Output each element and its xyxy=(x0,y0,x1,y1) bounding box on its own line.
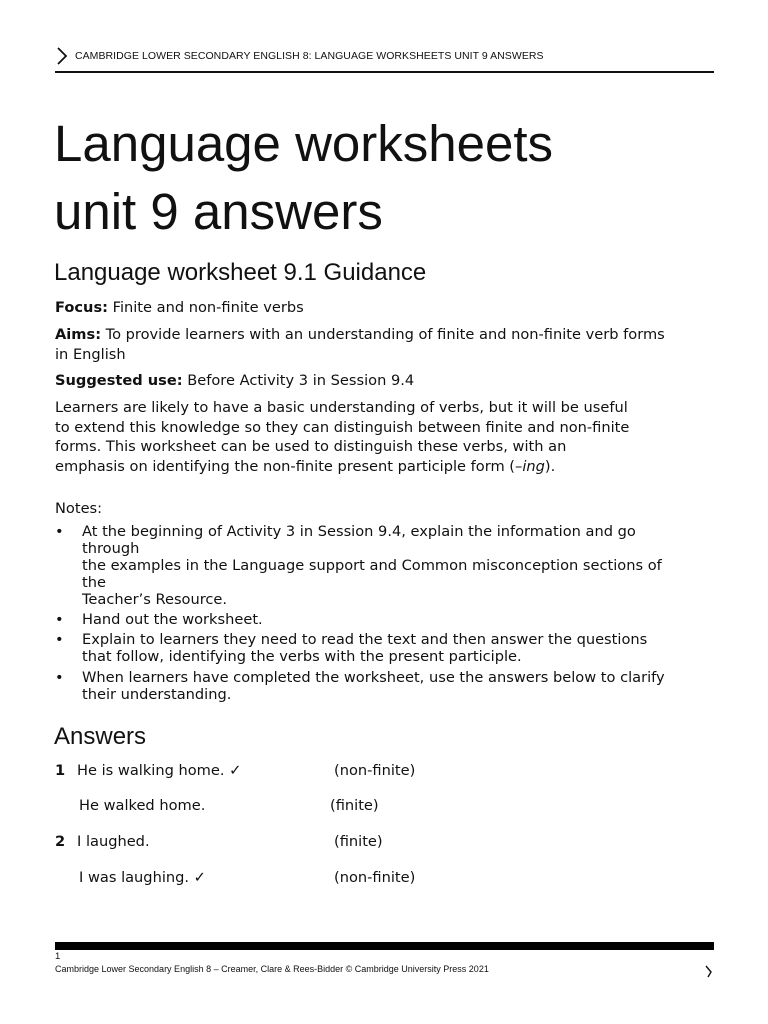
list-item xyxy=(55,631,715,665)
answer-row-1 xyxy=(55,761,65,780)
running-header: CAMBRIDGE LOWER SECONDARY ENGLISH 8: LANGUAGE WORKSHEETS UNIT 9 ANSWERS xyxy=(75,50,544,62)
note-line: Teacher’s Resource. xyxy=(82,591,228,608)
bullet-icon: • xyxy=(55,611,64,629)
suggested-use-label: Suggested use: xyxy=(55,372,183,389)
note-line: through xyxy=(82,540,140,557)
note-line: their understanding. xyxy=(82,685,232,703)
note-line: that follow, identifying the verbs with the present participle. xyxy=(82,648,522,666)
guidance-paragraph xyxy=(55,398,715,476)
check-icon: ✓ xyxy=(193,869,206,886)
bullet-icon: • xyxy=(55,668,64,686)
header-rule xyxy=(55,71,714,73)
focus-line xyxy=(55,298,715,318)
check-icon: ✓ xyxy=(229,762,242,779)
notes-list xyxy=(55,523,715,706)
page-title xyxy=(54,110,553,246)
focus-text: Finite and non-finite verbs xyxy=(112,299,304,316)
guidance-line: Learners are likely to have a basic understanding of verbs, but it will be useful xyxy=(55,399,628,416)
aims-text: To provide learners with an understanding of finite and non-finite verb forms in English xyxy=(55,326,665,363)
answer-type: (non-finite) xyxy=(334,762,416,779)
aims-label: Aims: xyxy=(55,326,102,343)
guidance-line: to extend this knowledge so they can distinguish between finite and non-finite xyxy=(55,418,630,436)
answer-row-2 xyxy=(55,832,65,851)
page-title-line-1: Language worksheets xyxy=(54,115,554,172)
chevron-right-icon xyxy=(56,47,68,65)
answers-heading: Answers xyxy=(54,723,147,750)
suggested-use-text: Before Activity 3 in Session 9.4 xyxy=(187,372,415,389)
bullet-icon: • xyxy=(55,523,64,540)
answer-type: (non-finite) xyxy=(334,869,416,886)
guidance-line: forms. This worksheet can be used to distinguish these verbs, with an xyxy=(55,438,567,455)
note-line: When learners have completed the worksheet, use the answers below to clarify xyxy=(82,668,665,686)
answer-sentence xyxy=(79,796,205,815)
answer-number: 2 xyxy=(55,833,66,850)
answer-sentence xyxy=(77,832,150,851)
answer-number: 1 xyxy=(55,762,66,779)
answer-sentence xyxy=(79,868,206,887)
footer-rule xyxy=(55,942,714,950)
note-line: Explain to learners they need to read the text and then answer the questions xyxy=(82,631,648,649)
list-item xyxy=(55,669,715,703)
answer-sentence xyxy=(77,761,241,780)
page-title-line-2: unit 9 answers xyxy=(54,183,383,240)
chevron-right-icon xyxy=(704,964,714,978)
list-item xyxy=(55,523,715,608)
note-line: At the beginning of Activity 3 in Session 9.4, explain the information and go xyxy=(82,523,636,540)
focus-label: Focus: xyxy=(55,299,108,316)
guidance-text: ). xyxy=(544,457,556,475)
note-line: Hand out the worksheet. xyxy=(82,611,263,629)
section-heading: Language worksheet 9.1 Guidance xyxy=(54,259,427,286)
ing-suffix: –ing xyxy=(515,457,545,475)
page-number: 1 xyxy=(55,951,61,962)
footer-credit: Cambridge Lower Secondary English 8 – Creamer, Clare & Rees-Bidder © Cambridge University Press 2021 xyxy=(55,964,489,974)
bullet-icon: • xyxy=(55,631,64,649)
list-item xyxy=(55,611,715,628)
answer-type: (finite) xyxy=(330,797,379,814)
note-line: the xyxy=(82,574,106,591)
note-line: the examples in the Language support and Common misconception sections of xyxy=(82,557,662,574)
answer-type: (finite) xyxy=(334,833,383,850)
suggested-use-line xyxy=(55,371,715,391)
answer-sentence-text: I laughed. xyxy=(77,833,150,850)
guidance-line xyxy=(55,457,715,477)
answer-sentence-text: He is walking home. xyxy=(77,762,225,779)
answer-sentence-text: I was laughing. xyxy=(79,869,190,886)
notes-label: Notes: xyxy=(55,500,103,517)
answer-sentence-text: He walked home. xyxy=(79,797,206,814)
aims-line xyxy=(55,325,675,364)
guidance-text: emphasis on identifying the non-finite present participle form ( xyxy=(55,457,516,475)
